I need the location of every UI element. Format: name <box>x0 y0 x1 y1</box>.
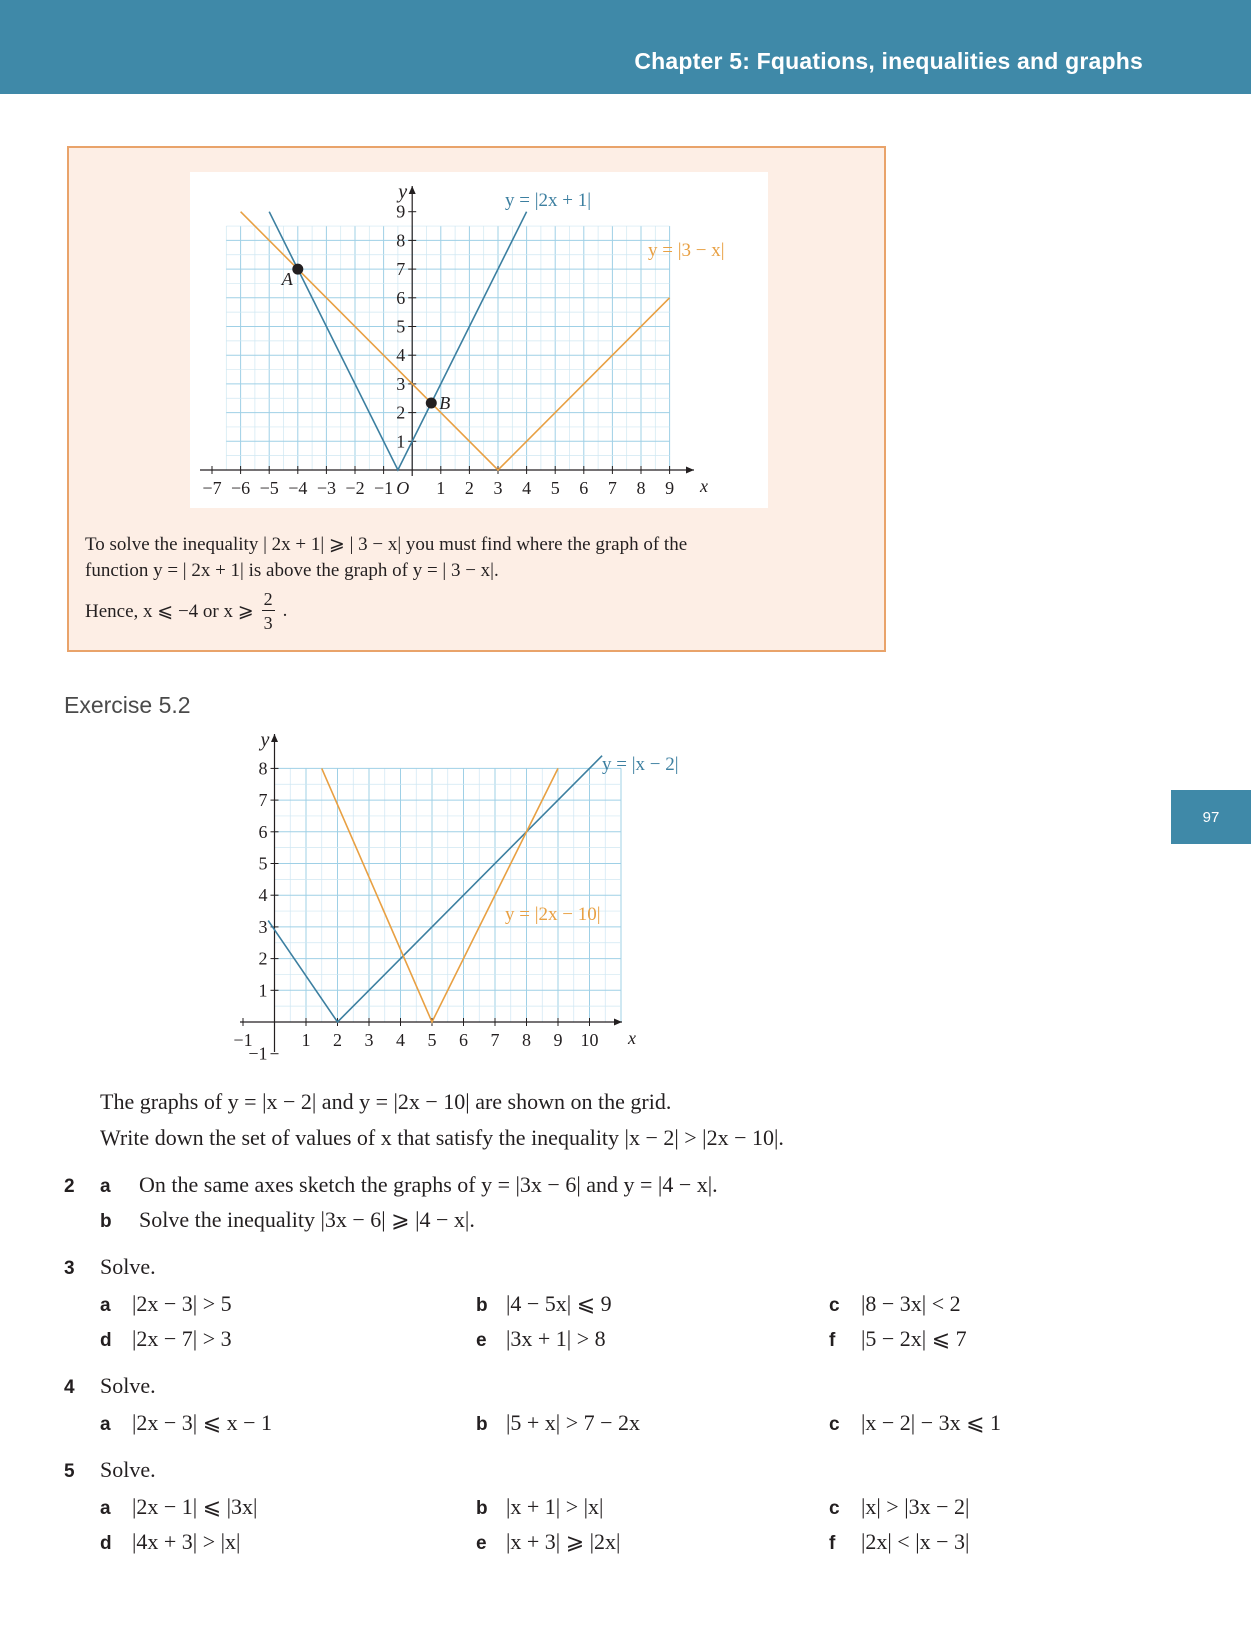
x-tick-label: 10 <box>580 1030 599 1050</box>
x-tick-label: 3 <box>364 1030 374 1050</box>
x-tick-label: −2 <box>345 478 365 498</box>
q5b-text: |x + 1| > |x| <box>506 1494 604 1519</box>
x-tick-label: 4 <box>396 1030 405 1050</box>
y-tick-label: 2 <box>396 402 406 423</box>
q5e-letter: e <box>476 1533 487 1554</box>
x-tick-label: −1 <box>374 478 394 498</box>
y-tick-label: 9 <box>396 201 406 222</box>
x-tick-label: 2 <box>333 1030 342 1050</box>
q5d-letter: d <box>100 1533 112 1554</box>
q3c-letter: c <box>829 1295 840 1316</box>
fraction-numerator: 2 <box>263 589 273 609</box>
y-tick-label: 1 <box>258 980 268 1001</box>
x-tick-label: 8 <box>522 1030 531 1050</box>
q3f-text: |5 − 2x| ⩽ 7 <box>861 1326 967 1351</box>
y-axis-label: y <box>260 729 270 751</box>
x-tick-label: 7 <box>607 478 617 498</box>
y-tick-label: 1 <box>396 431 406 452</box>
y-tick-label: 6 <box>396 287 406 308</box>
q4a-text: |2x − 3| ⩽ x − 1 <box>132 1410 273 1435</box>
y-tick-label: 5 <box>258 853 268 874</box>
x-tick-label: −3 <box>316 478 336 498</box>
q4b-letter: b <box>476 1414 488 1435</box>
y-tick-label: 3 <box>258 916 268 937</box>
q4b-text: |5 + x| > 7 − 2x <box>506 1410 641 1435</box>
y-tick-label: 6 <box>258 821 268 842</box>
conclusion-period: . <box>282 600 288 621</box>
q2b-text: Solve the inequality |3x − 6| ⩾ |4 − x|. <box>139 1207 475 1232</box>
q4-number: 4 <box>64 1377 75 1398</box>
y-tick-label: 2 <box>258 948 268 969</box>
q3d-text: |2x − 7| > 3 <box>132 1326 232 1351</box>
q5f-text: |2x| < |x − 3| <box>861 1529 970 1554</box>
y-tick-label: −1 <box>248 1043 268 1064</box>
q5-number: 5 <box>64 1461 75 1482</box>
q1-line1: The graphs of y = |x − 2| and y = |2x − 10| are shown on the grid. <box>100 1089 672 1114</box>
point-label: B <box>439 393 451 414</box>
x-tick-label: 3 <box>493 478 503 498</box>
y-tick-label: 8 <box>396 230 406 251</box>
y-tick-label: 4 <box>258 885 268 906</box>
x-tick-label: 5 <box>550 478 560 498</box>
q5c-text: |x| > |3x − 2| <box>861 1494 970 1519</box>
series-label: y = |x − 2| <box>602 754 679 775</box>
example-text-line1: To solve the inequality | 2x + 1| ⩾ | 3 − x| you must find where the graph of the <box>85 534 688 555</box>
q3b-letter: b <box>476 1295 488 1316</box>
q3-number: 3 <box>64 1258 75 1279</box>
q5f-letter: f <box>829 1533 836 1554</box>
q5-prompt: Solve. <box>100 1457 156 1482</box>
conclusion-text: Hence, x ⩽ −4 or x ⩾ <box>85 600 254 622</box>
q2-number: 2 <box>64 1176 75 1197</box>
x-tick-label: 4 <box>522 478 532 498</box>
chapter-title: Chapter 5: Fquations, inequalities and graphs <box>634 48 1143 74</box>
x-tick-label: −6 <box>231 478 251 498</box>
x-tick-label: 6 <box>579 478 589 498</box>
q2b-letter: b <box>100 1211 112 1232</box>
q3a-letter: a <box>100 1295 111 1316</box>
q2a-letter: a <box>100 1176 111 1197</box>
series-label: y = |2x − 10| <box>505 904 601 925</box>
series-line <box>268 756 602 1022</box>
q3c-text: |8 − 3x| < 2 <box>861 1291 961 1316</box>
x-tick-label: 8 <box>636 478 646 498</box>
q4-prompt: Solve. <box>100 1373 156 1398</box>
x-tick-label: 7 <box>490 1030 500 1050</box>
page-number: 97 <box>1202 808 1220 826</box>
q3e-text: |3x + 1| > 8 <box>506 1326 606 1351</box>
q4a-letter: a <box>100 1414 111 1435</box>
y-tick-label: 4 <box>396 345 406 366</box>
q3a-text: |2x − 3| > 5 <box>132 1291 232 1316</box>
x-axis-label: x <box>628 1028 636 1048</box>
y-tick-label: 3 <box>396 373 406 394</box>
q3b-text: |4 − 5x| ⩽ 9 <box>506 1291 612 1316</box>
x-axis-label: x <box>700 476 708 496</box>
q4c-text: |x − 2| − 3x ⩽ 1 <box>861 1410 1002 1435</box>
q5c-letter: c <box>829 1498 840 1519</box>
x-tick-label: 1 <box>301 1030 311 1050</box>
q1-line2: Write down the set of values of x that satisfy the inequality |x − 2| > |2x − 10|. <box>100 1125 784 1150</box>
y-tick-label: 8 <box>258 758 268 779</box>
x-tick-label: 2 <box>464 478 474 498</box>
q3-prompt: Solve. <box>100 1254 156 1279</box>
y-tick-label: 7 <box>396 259 406 280</box>
q5d-text: |4x + 3| > |x| <box>132 1529 241 1554</box>
q3e-letter: e <box>476 1330 487 1351</box>
q5b-letter: b <box>476 1498 488 1519</box>
x-tick-label: −5 <box>259 478 279 498</box>
series-label: y = |2x + 1| <box>505 190 592 211</box>
origin-label: O <box>396 478 410 498</box>
exercise-heading: Exercise 5.2 <box>64 692 191 718</box>
q3f-letter: f <box>829 1330 836 1351</box>
x-tick-label: 9 <box>553 1030 563 1050</box>
series-label: y = |3 − x| <box>648 240 725 261</box>
x-tick-label: −4 <box>288 478 308 498</box>
x-tick-label: 9 <box>665 478 675 498</box>
y-axis-label: y <box>398 181 408 203</box>
example-text-line2: function y = | 2x + 1| is above the graph of y = | 3 − x|. <box>85 560 499 581</box>
fraction-denominator: 3 <box>263 613 273 633</box>
y-tick-label: 7 <box>258 790 268 811</box>
x-tick-label: 6 <box>459 1030 468 1050</box>
y-axis-arrow <box>271 734 278 742</box>
q2a-text: On the same axes sketch the graphs of y = |3x − 6| and y = |4 − x|. <box>139 1172 718 1197</box>
q3d-letter: d <box>100 1330 112 1351</box>
x-tick-label: 5 <box>427 1030 437 1050</box>
q4c-letter: c <box>829 1414 840 1435</box>
q5a-text: |2x − 1| ⩽ |3x| <box>132 1494 258 1519</box>
x-tick-label: −7 <box>202 478 222 498</box>
q5e-text: |x + 3| ⩾ |2x| <box>506 1529 621 1554</box>
point-label: A <box>281 269 293 290</box>
q5a-letter: a <box>100 1498 111 1519</box>
x-tick-label: −1 <box>233 1030 253 1050</box>
x-tick-label: 1 <box>436 478 446 498</box>
y-tick-label: 5 <box>396 316 406 337</box>
